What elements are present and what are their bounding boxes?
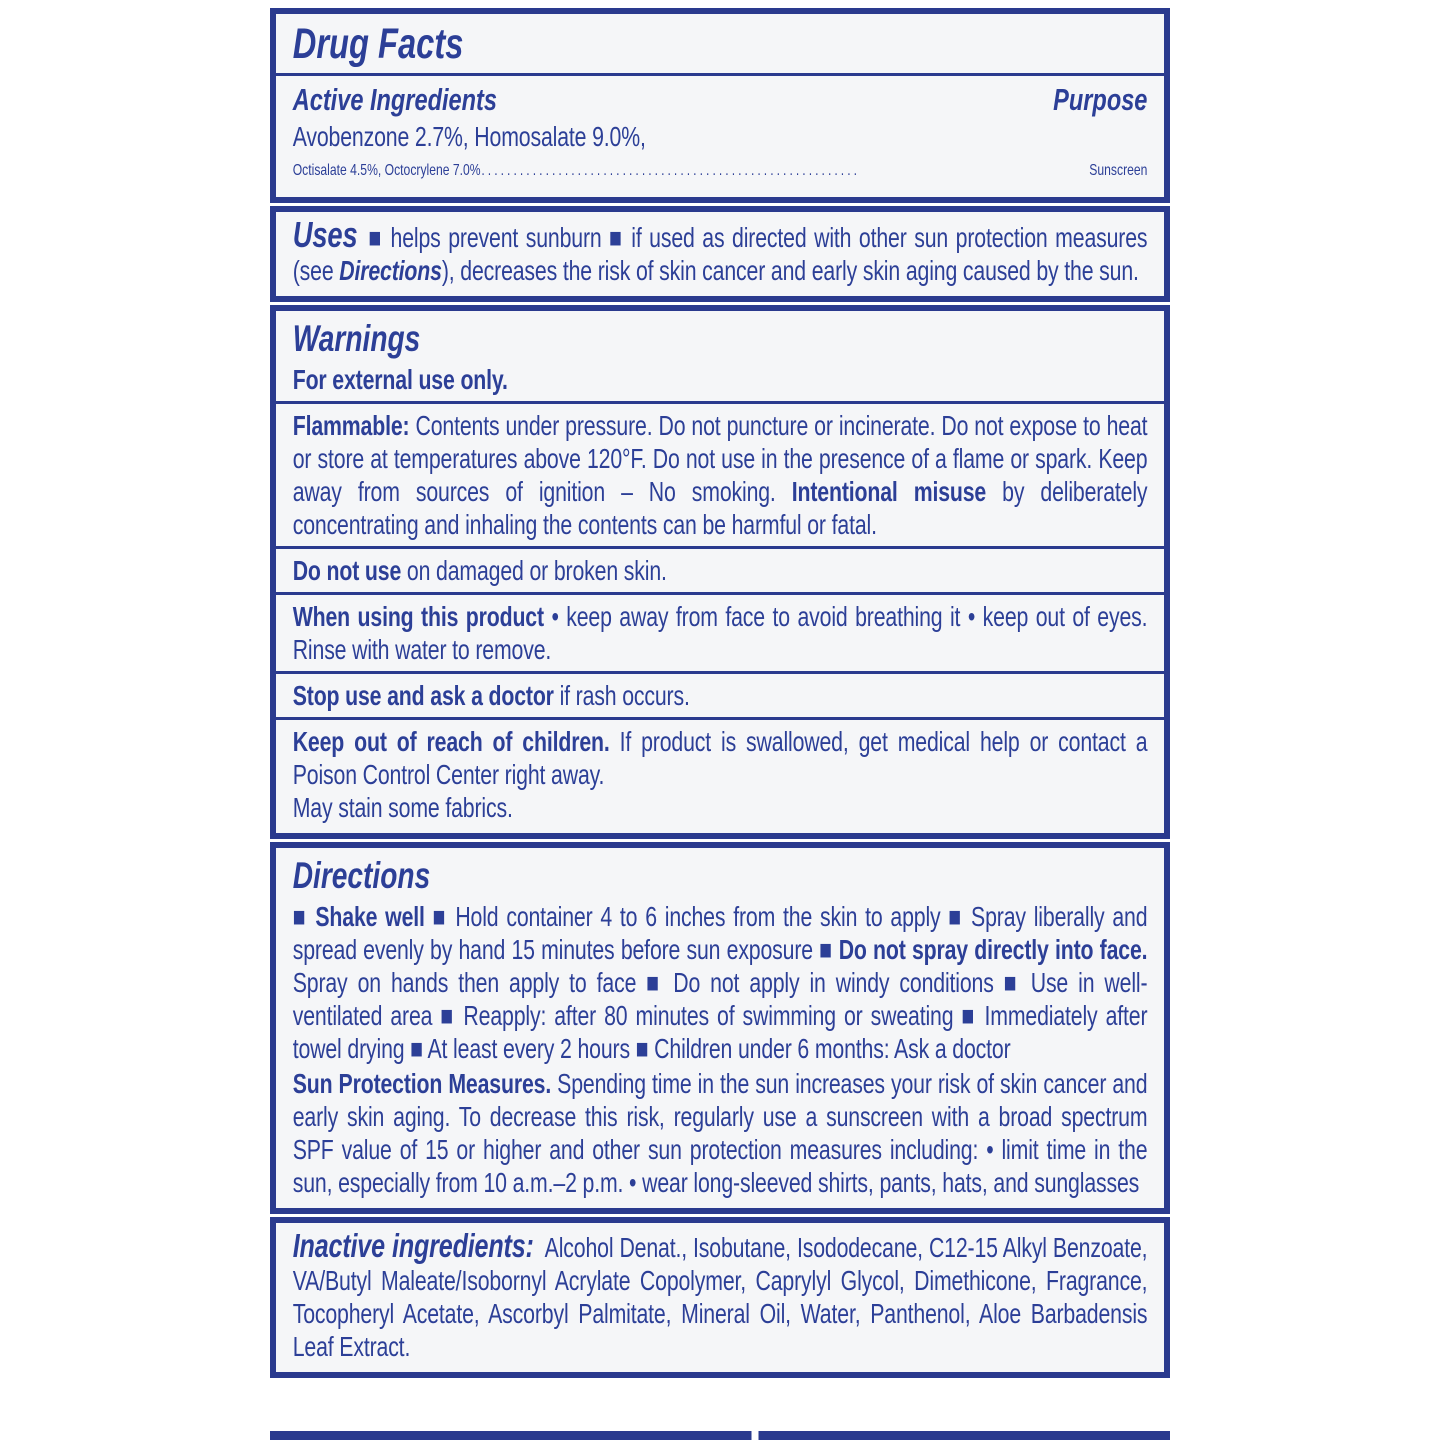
next-panel-cutoff-bar <box>270 1431 1170 1440</box>
flammable-text: Contents under pressure. Do not puncture or incinerate. Do not expose to heat or store at temperatures above 120°F. Do not use in the presence of a flame or spark. Keep away from sources of ignition – No smoking. <box>292 410 1148 507</box>
keep-out-text: If product is swallowed, get medical help or contact a Poison Control Center right away. <box>292 726 1148 790</box>
uses-panel <box>270 206 1170 302</box>
external-use-line: For external use only. <box>292 364 508 395</box>
keep-out-lead: Keep out of reach of children. <box>292 726 610 757</box>
when-using-paragraph <box>276 600 1164 666</box>
title-divider <box>276 73 1164 76</box>
directions-paragraph <box>276 900 1164 1065</box>
dot-leader: ........................................................... <box>481 162 861 179</box>
flammable-text2: by deliberately concentrating and inhaling the contents can be harmful or fatal. <box>292 476 1148 540</box>
bullet-square: ■ <box>292 901 316 932</box>
keep-out-paragraph <box>276 725 1164 791</box>
do-not-use-text: on damaged or broken skin. <box>401 555 667 586</box>
active-ingredients-line2-row <box>276 154 1164 188</box>
uses-paragraph <box>276 214 1164 287</box>
flammable-paragraph <box>276 409 1164 541</box>
uses-text-run: ■ helps prevent sunburn ■ if used as directed with other sun protection measures (see <box>292 222 1148 286</box>
inactive-ingredients-heading: Inactive ingredients: <box>292 1227 534 1264</box>
drug-facts-label <box>270 8 1170 1381</box>
uses-directions-ref: Directions <box>339 255 442 286</box>
stop-use-text: if rash occurs. <box>553 680 690 711</box>
drug-facts-title: Drug Facts <box>292 20 464 68</box>
warnings-divider <box>276 546 1164 549</box>
purpose-value: Sunscreen <box>1089 162 1148 179</box>
sun-protection-paragraph <box>276 1067 1164 1199</box>
may-stain-line: May stain some fabrics. <box>292 792 513 823</box>
warnings-divider <box>276 401 1164 404</box>
when-using-lead: When using this product <box>292 601 544 632</box>
uses-text-run2: ), decreases the risk of skin cancer and early skin aging caused by the sun. <box>441 255 1139 286</box>
active-purpose-header-row <box>276 80 1164 120</box>
when-using-text: • keep away from face to avoid breathing it • keep out of eyes. Rinse with water to remove. <box>292 601 1148 665</box>
inactive-ingredients-paragraph <box>276 1229 1164 1363</box>
no-face-spray-lead: Do not spray directly into face. <box>838 934 1148 965</box>
uses-heading: Uses <box>292 214 358 255</box>
active-ingredients-line1: Avobenzone 2.7%, Homosalate 9.0%, <box>292 121 646 152</box>
warnings-divider <box>276 671 1164 674</box>
warnings-heading: Warnings <box>292 318 421 359</box>
warnings-divider <box>276 717 1164 720</box>
intentional-misuse-lead: Intentional misuse <box>791 476 987 507</box>
sun-protection-text: Spending time in the sun increases your risk of skin cancer and early skin aging. To decrease this risk, regularly use a sunscreen with a broad spectrum SPF value of 15 or higher and other sun protection measures including: • limit time in the sun, especially from 10 a.m.–2 p.m. • wear long-sleeved shirts, pants, hats, and sunglasses <box>292 1068 1148 1198</box>
directions-text-run: ■ Hold container 4 to 6 inches from the skin to apply ■ Spray liberally and spread evenly by hand 15 minutes before sun exposure ■ <box>292 901 1148 965</box>
inactive-ingredients-panel <box>270 1217 1170 1378</box>
flammable-lead: Flammable: <box>292 410 410 441</box>
purpose-header: Purpose <box>1053 82 1148 117</box>
warnings-panel <box>270 305 1170 839</box>
shake-well-lead: Shake well <box>315 901 425 932</box>
sun-protection-lead: Sun Protection Measures. <box>292 1068 552 1099</box>
active-ingredients-line2: Octisalate 4.5%, Octocrylene 7.0% <box>292 162 481 179</box>
directions-panel <box>270 842 1170 1214</box>
do-not-use-paragraph <box>276 554 1164 587</box>
do-not-use-lead: Do not use <box>292 555 402 586</box>
directions-text-run2: Spray on hands then apply to face ■ Do not apply in windy conditions ■ Use in well-ventilated area ■ Reapply: after 80 minutes of swimming or sweating ■ Immediately after towel drying ■ At least every 2 hours ■ Children under 6 months: Ask a doctor <box>292 967 1148 1064</box>
warnings-divider <box>276 592 1164 595</box>
stop-use-paragraph <box>276 679 1164 712</box>
directions-heading: Directions <box>292 855 431 896</box>
drug-facts-panel <box>270 8 1170 203</box>
stop-use-lead: Stop use and ask a doctor <box>292 680 554 711</box>
active-ingredients-header: Active Ingredients <box>292 82 497 117</box>
inactive-ingredients-text: Alcohol Denat., Isobutane, Isododecane, C12-15 Alkyl Benzoate, VA/Butyl Maleate/Isobornyl Acrylate Copolymer, Caprylyl Glycol, Dimethicone, Fragrance, Tocopheryl Acetate, Ascorbyl Palmitate, Mineral Oil, Water, Panthenol, Aloe Barbadensis Leaf Extract. <box>292 1232 1148 1362</box>
